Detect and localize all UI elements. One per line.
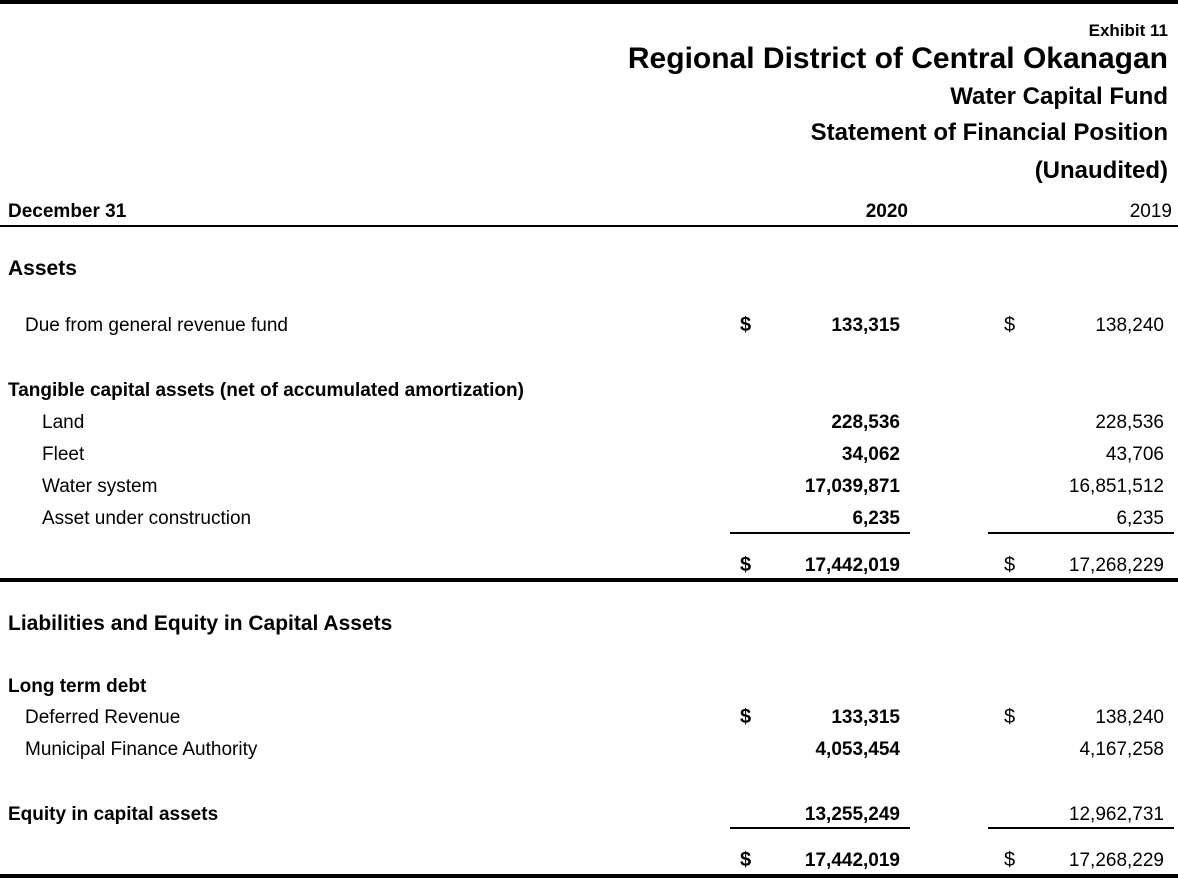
tca-heading: Tangible capital assets (net of accumulated amortization)	[8, 380, 524, 401]
assets-heading: Assets	[8, 257, 77, 280]
exhibit-number: Exhibit 11	[1088, 21, 1168, 40]
assets-total-prior: 17,268,229	[1068, 555, 1164, 576]
period-label: December 31	[8, 201, 127, 222]
tca-item-current: 228,536	[831, 412, 900, 433]
tca-item-prior: 43,706	[1105, 444, 1164, 465]
liab-total-rule	[0, 874, 1178, 878]
liabilities-heading: Liabilities and Equity in Capital Assets	[8, 612, 393, 635]
currency-symbol: $	[740, 314, 752, 336]
header-rule	[0, 225, 1178, 227]
ltd-item-current: 4,053,454	[815, 739, 900, 760]
liab-total-current: 17,442,019	[804, 850, 900, 871]
prior-year-header: 2019	[1129, 201, 1172, 222]
ltd-item-label: Municipal Finance Authority	[25, 739, 258, 760]
tca-item-current: 34,062	[841, 444, 900, 465]
current-year-header: 2020	[865, 201, 908, 222]
liab-subtotal-rule-current	[730, 827, 910, 829]
due-from-prior: 138,240	[1095, 315, 1164, 336]
currency-symbol: $	[1004, 314, 1016, 336]
fund-title: Water Capital Fund	[950, 83, 1168, 110]
tca-item-label: Asset under construction	[42, 508, 252, 529]
organization-title: Regional District of Central Okanagan	[627, 42, 1168, 75]
due-from-label: Due from general revenue fund	[25, 315, 288, 336]
tca-item-current: 6,235	[852, 508, 900, 529]
tca-item-label: Water system	[42, 476, 158, 497]
currency-symbol: $	[740, 849, 752, 871]
due-from-current: 133,315	[831, 315, 900, 336]
subtotal-rule-prior	[988, 532, 1174, 534]
currency-symbol: $	[1004, 706, 1016, 728]
assets-total-rule	[0, 578, 1178, 582]
subtotal-rule-current	[730, 532, 910, 534]
liab-subtotal-rule-prior	[988, 827, 1174, 829]
currency-symbol: $	[1004, 554, 1016, 576]
currency-symbol: $	[740, 554, 752, 576]
currency-symbol: $	[740, 706, 752, 728]
top-border	[0, 0, 1178, 4]
statement-title: Statement of Financial Position	[810, 119, 1168, 146]
currency-symbol: $	[1004, 849, 1016, 871]
equity-current: 13,255,249	[804, 804, 900, 825]
audit-status: (Unaudited)	[1034, 157, 1168, 184]
assets-total-current: 17,442,019	[804, 555, 900, 576]
equity-label: Equity in capital assets	[8, 804, 219, 825]
ltd-item-prior: 4,167,258	[1079, 739, 1164, 760]
tca-item-prior: 228,536	[1095, 412, 1164, 433]
equity-prior: 12,962,731	[1068, 804, 1164, 825]
tca-item-prior: 16,851,512	[1068, 476, 1164, 497]
tca-item-prior: 6,235	[1116, 508, 1164, 529]
ltd-item-current: 133,315	[831, 707, 900, 728]
ltd-heading: Long term debt	[8, 676, 147, 697]
tca-item-label: Land	[42, 412, 85, 433]
tca-item-label: Fleet	[42, 444, 85, 465]
ltd-item-label: Deferred Revenue	[25, 707, 181, 728]
liab-total-prior: 17,268,229	[1068, 850, 1164, 871]
tca-item-current: 17,039,871	[804, 476, 900, 497]
ltd-item-prior: 138,240	[1095, 707, 1164, 728]
